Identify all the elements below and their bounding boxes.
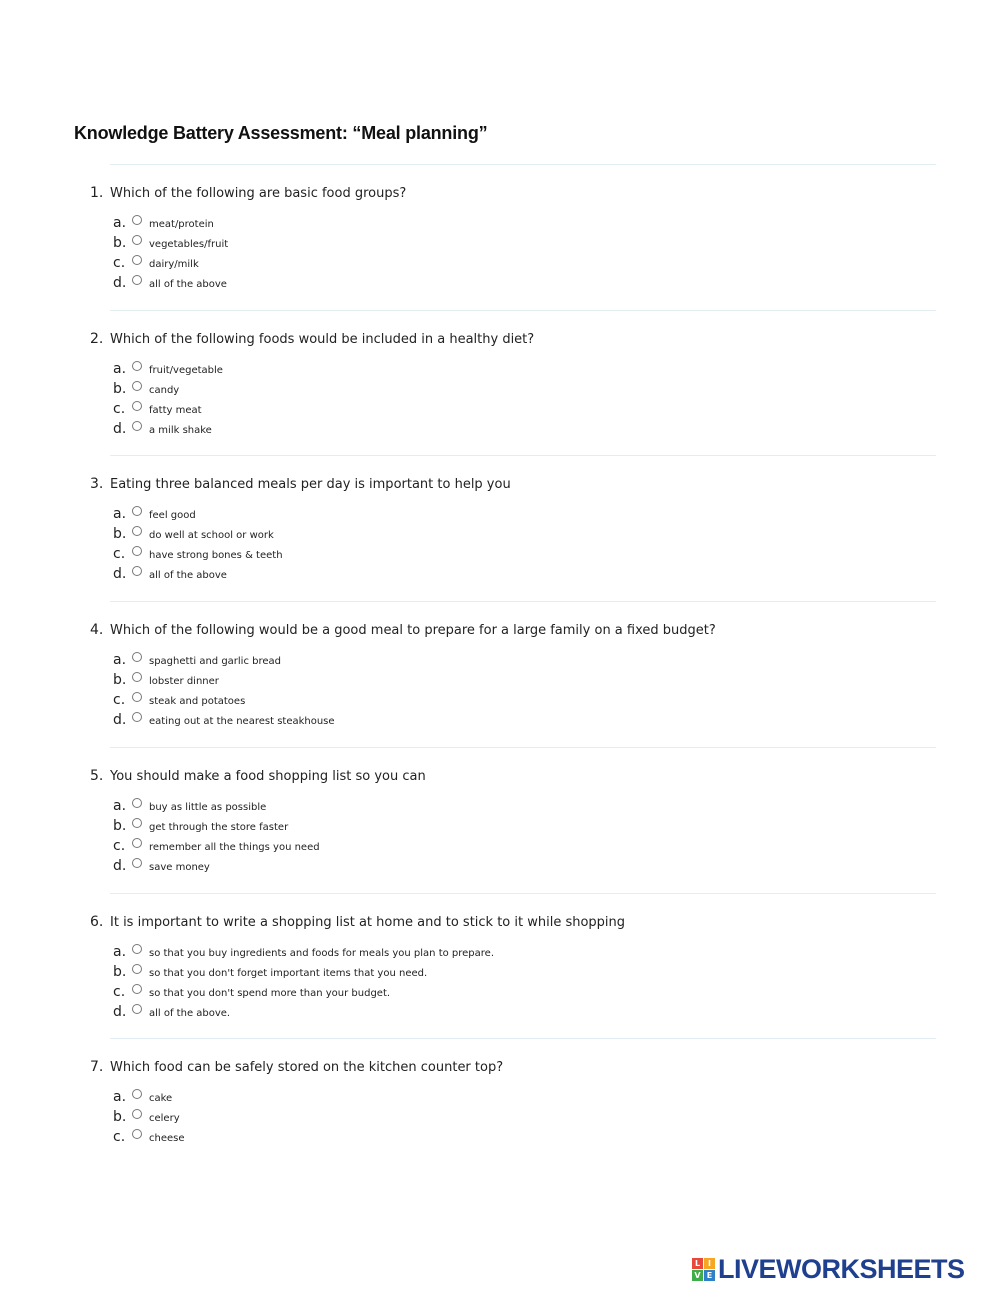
radio-button[interactable] (132, 566, 142, 576)
option-letter: b. (113, 1109, 127, 1125)
option-letter: d. (113, 421, 127, 437)
option-letter: c. (113, 255, 126, 271)
answer-option[interactable] (113, 962, 950, 982)
option-letter: a. (113, 652, 127, 668)
radio-button[interactable] (132, 858, 142, 868)
answer-option[interactable] (113, 796, 950, 816)
option-letter: c. (113, 401, 126, 417)
radio-button[interactable] (132, 712, 142, 722)
option-letter: d. (113, 1004, 127, 1020)
option-letter: b. (113, 526, 127, 542)
question-divider (110, 601, 936, 602)
question-number: 6. (90, 914, 104, 930)
option-text: fatty meat (149, 404, 202, 416)
option-text: all of the above (149, 278, 227, 290)
logo-wordmark: LIVEWORKSHEETS (718, 1253, 965, 1284)
option-letter: c. (113, 546, 126, 562)
answer-option[interactable] (113, 359, 950, 379)
option-text: eating out at the nearest steakhouse (149, 715, 335, 727)
option-letter: c. (113, 1129, 126, 1145)
question-line (90, 185, 950, 207)
option-letter: a. (113, 361, 127, 377)
answer-option[interactable] (113, 273, 950, 293)
answer-option[interactable] (113, 544, 950, 564)
question-number: 2. (90, 331, 104, 347)
question-divider (110, 310, 936, 311)
radio-button[interactable] (132, 235, 142, 245)
option-text: have strong bones & teeth (149, 549, 283, 561)
question-block (90, 476, 950, 584)
option-letter: a. (113, 506, 127, 522)
radio-button[interactable] (132, 255, 142, 265)
question-text: Eating three balanced meals per day is important to help you (110, 477, 511, 492)
answer-option[interactable] (113, 836, 950, 856)
option-text: dairy/milk (149, 258, 199, 270)
answer-options (90, 942, 950, 1022)
question-block (90, 1059, 950, 1147)
question-divider (110, 1038, 936, 1039)
answer-option[interactable] (113, 1107, 950, 1127)
radio-button[interactable] (132, 944, 142, 954)
option-letter: b. (113, 381, 127, 397)
option-letter: d. (113, 566, 127, 582)
question-number: 7. (90, 1059, 104, 1075)
answer-option[interactable] (113, 1002, 950, 1022)
answer-option[interactable] (113, 564, 950, 584)
radio-button[interactable] (132, 838, 142, 848)
radio-button[interactable] (132, 381, 142, 391)
option-text: cheese (149, 1132, 185, 1144)
option-letter: d. (113, 275, 127, 291)
page-title: Knowledge Battery Assessment: “Meal planning” (74, 123, 488, 143)
logo-block: L (692, 1258, 703, 1269)
logo-blocks-icon (692, 1258, 715, 1281)
question-number: 5. (90, 768, 104, 784)
option-text: vegetables/fruit (149, 238, 229, 250)
answer-options (90, 650, 950, 730)
option-text: a milk shake (149, 424, 212, 436)
answer-option[interactable] (113, 942, 950, 962)
radio-button[interactable] (132, 1109, 142, 1119)
option-text: so that you don't spend more than your budget. (149, 987, 391, 999)
question-text: It is important to write a shopping list at home and to stick to it while shopping (110, 915, 626, 930)
logo-block: V (692, 1270, 703, 1281)
radio-button[interactable] (132, 1129, 142, 1139)
option-text: candy (149, 384, 180, 396)
radio-button[interactable] (132, 984, 142, 994)
answer-option[interactable] (113, 982, 950, 1002)
option-text: remember all the things you need (149, 841, 320, 853)
liveworksheets-logo (692, 1254, 965, 1284)
answer-option[interactable] (113, 379, 950, 399)
answer-option[interactable] (113, 399, 950, 419)
radio-button[interactable] (132, 692, 142, 702)
answer-option[interactable] (113, 690, 950, 710)
option-letter: a. (113, 798, 127, 814)
question-text: Which of the following would be a good meal to prepare for a large family on a fixed budget? (110, 623, 716, 638)
option-letter: a. (113, 944, 127, 960)
answer-options (90, 796, 950, 876)
option-text: do well at school or work (149, 529, 274, 541)
radio-button[interactable] (132, 215, 142, 225)
question-text: Which food can be safely stored on the kitchen counter top? (110, 1060, 504, 1075)
option-letter: c. (113, 838, 126, 854)
option-text: cake (149, 1092, 173, 1104)
radio-button[interactable] (132, 401, 142, 411)
option-text: save money (149, 861, 210, 873)
answer-option[interactable] (113, 213, 950, 233)
option-text: all of the above (149, 569, 227, 581)
question-line (90, 914, 950, 936)
question-divider (110, 747, 936, 748)
option-letter: c. (113, 692, 126, 708)
question-line (90, 476, 950, 498)
option-letter: b. (113, 964, 127, 980)
radio-button[interactable] (132, 964, 142, 974)
option-text: steak and potatoes (149, 695, 246, 707)
logo-block: E (704, 1270, 715, 1281)
answer-options (90, 359, 950, 439)
option-letter: a. (113, 1089, 127, 1105)
answer-option[interactable] (113, 856, 950, 876)
answer-option[interactable] (113, 1087, 950, 1107)
question-line (90, 1059, 950, 1081)
answer-options (90, 213, 950, 293)
option-text: celery (149, 1112, 180, 1124)
radio-button[interactable] (132, 506, 142, 516)
option-letter: d. (113, 712, 127, 728)
option-text: spaghetti and garlic bread (149, 655, 282, 667)
radio-button[interactable] (132, 818, 142, 828)
option-text: so that you don't forget important items that you need. (149, 967, 428, 979)
logo-block: I (704, 1258, 715, 1269)
option-text: so that you buy ingredients and foods for meals you plan to prepare. (149, 947, 494, 959)
question-line (90, 622, 950, 644)
option-text: get through the store faster (149, 821, 289, 833)
question-number: 4. (90, 622, 104, 638)
question-divider (110, 164, 936, 165)
answer-option[interactable] (113, 233, 950, 253)
question-line (90, 331, 950, 353)
radio-button[interactable] (132, 652, 142, 662)
question-block (90, 622, 950, 730)
answer-option[interactable] (113, 1127, 950, 1147)
option-letter: a. (113, 215, 127, 231)
question-text: You should make a food shopping list so you can (110, 769, 426, 784)
radio-button[interactable] (132, 421, 142, 431)
answer-option[interactable] (113, 816, 950, 836)
answer-option[interactable] (113, 710, 950, 730)
option-letter: b. (113, 235, 127, 251)
answer-option[interactable] (113, 504, 950, 524)
radio-button[interactable] (132, 798, 142, 808)
question-divider (110, 455, 936, 456)
option-letter: d. (113, 858, 127, 874)
option-letter: c. (113, 984, 126, 1000)
radio-button[interactable] (132, 361, 142, 371)
question-text: Which of the following foods would be included in a healthy diet? (110, 332, 535, 347)
radio-button[interactable] (132, 546, 142, 556)
radio-button[interactable] (132, 275, 142, 285)
question-block (90, 768, 950, 876)
option-text: feel good (149, 509, 196, 521)
question-text: Which of the following are basic food groups? (110, 186, 407, 201)
radio-button[interactable] (132, 526, 142, 536)
option-letter: b. (113, 818, 127, 834)
option-text: fruit/vegetable (149, 364, 223, 376)
answer-options (90, 1087, 950, 1147)
answer-option[interactable] (113, 670, 950, 690)
option-text: buy as little as possible (149, 801, 267, 813)
radio-button[interactable] (132, 1004, 142, 1014)
option-text: lobster dinner (149, 675, 219, 687)
answer-option[interactable] (113, 419, 950, 439)
option-letter: b. (113, 672, 127, 688)
option-text: all of the above. (149, 1007, 231, 1019)
answer-options (90, 504, 950, 584)
answer-option[interactable] (113, 650, 950, 670)
option-text: meat/protein (149, 218, 214, 230)
question-block (90, 914, 950, 1022)
question-block (90, 185, 950, 293)
radio-button[interactable] (132, 672, 142, 682)
question-line (90, 768, 950, 790)
question-number: 3. (90, 476, 104, 492)
radio-button[interactable] (132, 1089, 142, 1099)
question-number: 1. (90, 185, 104, 201)
question-divider (110, 893, 936, 894)
answer-option[interactable] (113, 253, 950, 273)
question-block (90, 331, 950, 439)
answer-option[interactable] (113, 524, 950, 544)
